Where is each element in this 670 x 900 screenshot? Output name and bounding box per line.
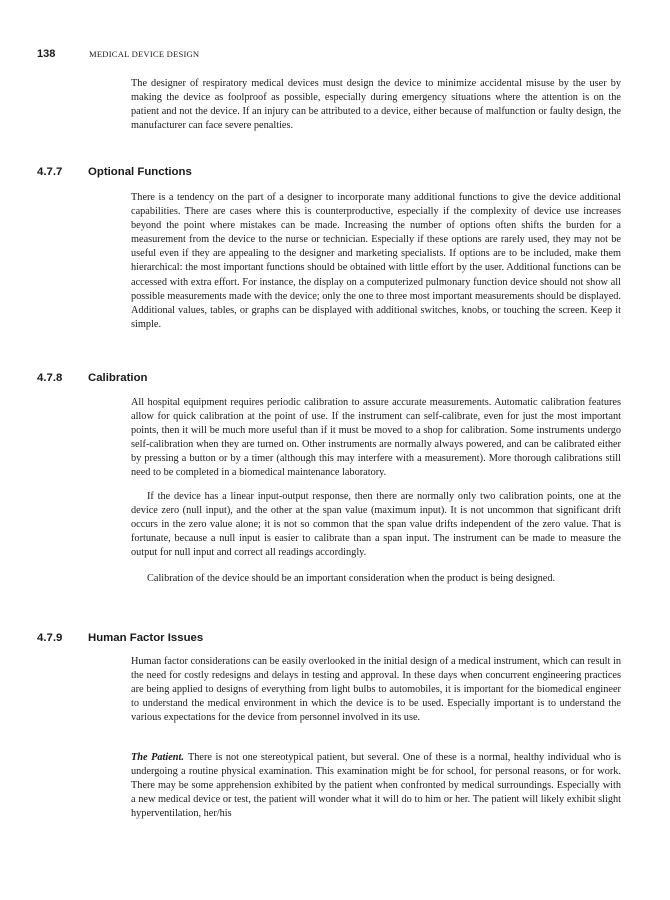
section-number: 4.7.9 [37, 632, 63, 644]
section-heading-calibration [37, 372, 148, 384]
optional-functions-paragraph: There is a tendency on the part of a designer to incorporate many additional functions to give the device additional capabilities. There are cases where this is counterproductive, especially if the complexity of device use increases beyond the point where mistakes can be made. Increasing the number of options often shifts the burden for a measurement from the device to the nurse or technician. Especially if these options are rarely used, they may not be useful even if they are appealing to the designer and marketing specialists. If options are to be included, make them hierarchical: the most important functions should be obtained with little effort by the user. Additional functions can be accessed with extra effort. For instance, the display on a computerized pulmonary function device should not show all possible measurements made with the device; only the one to three most important measurements should be displayed. Additional values, tables, or graphs can be displayed with additional switches, knobs, or touching the screen. Keep it simple. [131, 192, 621, 330]
section-title: Optional Functions [88, 166, 192, 178]
page-number: 138 [37, 48, 56, 60]
book-title: MEDICAL DEVICE DESIGN [89, 49, 200, 59]
running-head [37, 48, 199, 60]
patient-subsection-paragraph [131, 751, 621, 821]
intro-paragraph: The designer of respiratory medical devices must design the device to minimize accidental misuse by the user by making the device as foolproof as possible, especially during emergency situations where the attention is on the patient and not the device. If an injury can be attributed to a device, either because of malfunction or faulty design, the manufacturer can face severe penalties. [131, 78, 621, 132]
section-number: 4.7.7 [37, 166, 63, 178]
calibration-paragraph-2: If the device has a linear input-output response, then there are normally only two calibration points, one at the device zero (null input), and the other at the span value (maximum input). It is not uncommon that significant drift occurs in the zero value alone; it is not so common that the span value drifts independent of the zero value. That is fortunate, because a null input is easier to calibrate than a span input. The instrument can be made to measure the output for null input and correct all readings accordingly. [131, 491, 621, 559]
patient-subsection-text: There is not one stereotypical patient, but several. One of these is a normal, healthy individual who is undergoing a routine physical examination. This examination might be for school, for personal reasons, or for work. There may be some apprehension exhibited by the patient when confronted by medical surroundings. Especially with a new medical device or test, the patient will wonder what it will do to him or her. The patient will likely exhibit slight hyperventilation, her/his [131, 752, 621, 820]
human-factors-paragraph: Human factor considerations can be easily overlooked in the initial design of a medical instrument, which can result in the need for costly redesigns and delays in testing and approval. In these days when concurrent engineering practices are being applied to designs of everything from light bulbs to automobiles, it is important for the biomedical engineer to understand the medical environment in which the device is to be used. Especially important is to understand the various expectations for the device from personnel involved in its use. [131, 656, 621, 724]
section-heading-human-factor-issues [37, 632, 203, 644]
calibration-paragraph-1: All hospital equipment requires periodic calibration to assure accurate measurements. Automatic calibration features allow for quick calibration at the point of use. If the instrument can self-calibrate, even for just the most important points, then it will be much more useful than if it must be moved to a shop for calibration. Some instruments undergo self-calibration when they are turned on. Other instruments are normally always powered, and can be calibrated either by pressing a button or by a timer (although this may interfere with a measurement). More thorough calibrations still need to be completed in a biomedical maintenance laboratory. [131, 397, 621, 479]
section-title: Human Factor Issues [88, 632, 204, 644]
section-title: Calibration [88, 372, 148, 384]
calibration-paragraph-3: Calibration of the device should be an important consideration when the product is being designed. [147, 573, 556, 584]
section-heading-optional-functions [37, 166, 192, 178]
patient-run-in-heading: The Patient. [131, 752, 184, 763]
section-number: 4.7.8 [37, 372, 63, 384]
